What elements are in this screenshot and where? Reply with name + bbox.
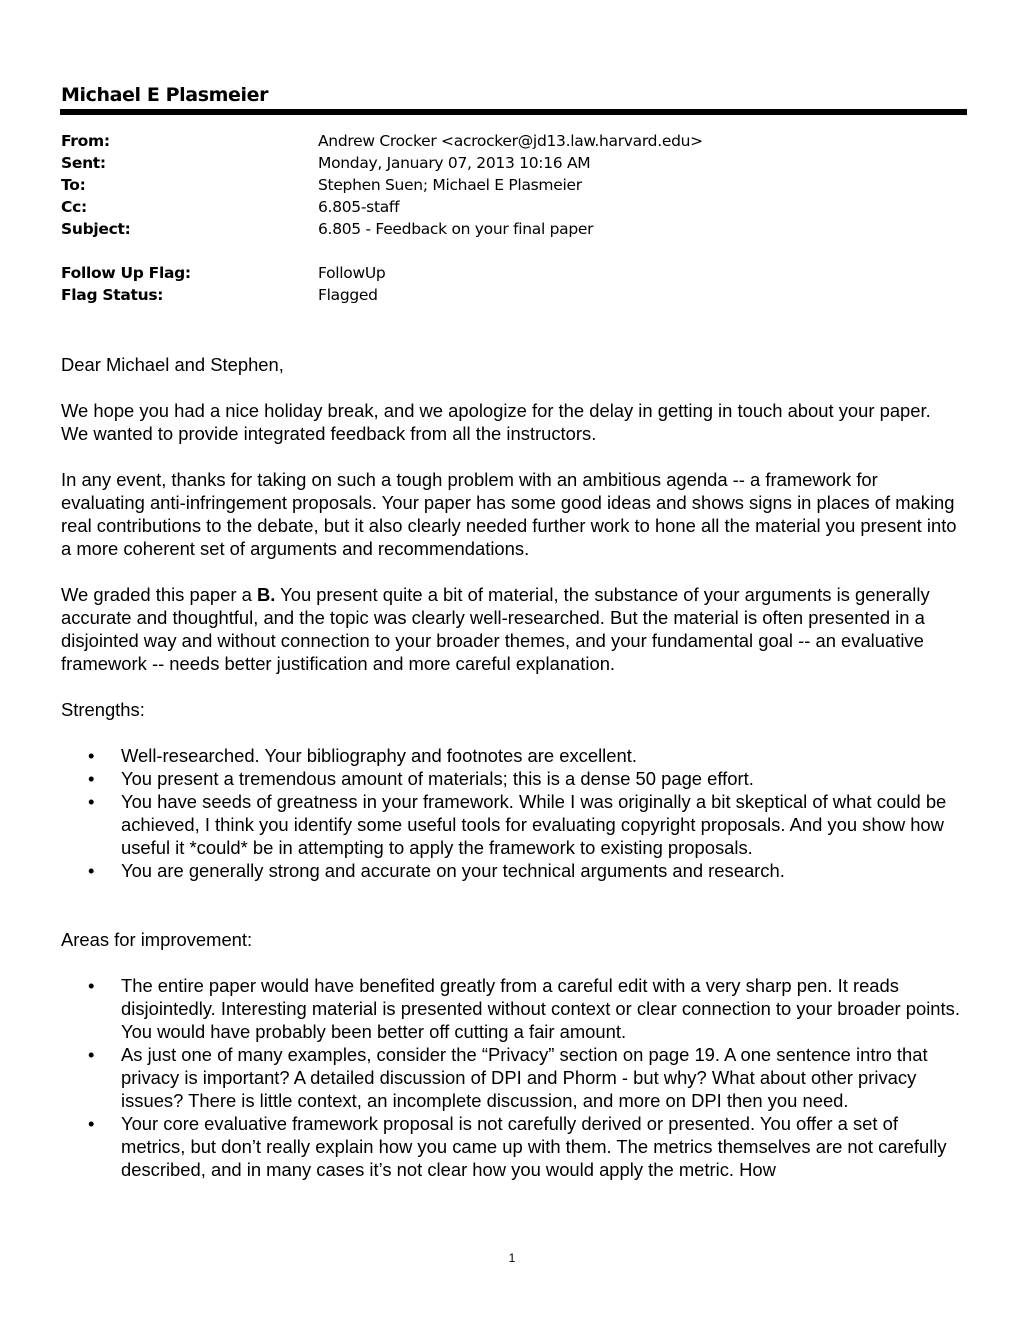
section-spacer <box>61 905 961 928</box>
subject-label: Subject: <box>61 220 131 238</box>
bullet-icon: • <box>88 768 95 789</box>
bullet-icon: • <box>88 1044 95 1065</box>
header-row-cc <box>61 198 941 220</box>
grade-value: B. <box>256 584 276 605</box>
list-item <box>61 790 961 859</box>
flag-status-label: Flag Status: <box>61 286 164 304</box>
list-item <box>61 1112 961 1181</box>
improvement-text: The entire paper would have benefited greatly from a careful edit with a very sharp pen. It reads disjointedly. Interesting material is presented without context or clear connection to your broader points. You would have probably been better off cutting a fair amount. <box>121 975 960 1042</box>
list-item <box>61 767 961 790</box>
bullet-icon: • <box>88 791 95 812</box>
greeting: Dear Michael and Stephen, <box>61 354 284 375</box>
to-value: Stephen Suen; Michael E Plasmeier <box>318 176 582 194</box>
strength-text: You are generally strong and accurate on your technical arguments and research. <box>121 860 785 881</box>
list-item <box>61 859 961 882</box>
list-item <box>61 1043 961 1112</box>
heading-rule <box>60 109 967 115</box>
email-header-fields <box>61 132 941 308</box>
header-row-sent <box>61 154 941 176</box>
paragraph-framework: In any event, thanks for taking on such a tough problem with an ambitious agenda -- a framework for evaluating anti-infringement proposals. Your paper has some good ideas and shows signs in places of making real contributions to the debate, but it also clearly needed further work to hone all the material you present into a more coherent set of arguments and recommendations. <box>61 469 957 559</box>
header-row-flag-status <box>61 286 941 308</box>
strength-text: Well-researched. Your bibliography and footnotes are excellent. <box>121 745 637 766</box>
flag-status-value: Flagged <box>318 286 378 304</box>
list-item <box>61 974 961 1043</box>
header-row-subject <box>61 220 941 242</box>
bullet-icon: • <box>88 860 95 881</box>
page-number: 1 <box>508 1251 516 1265</box>
follow-up-flag-label: Follow Up Flag: <box>61 264 191 282</box>
from-label: From: <box>61 132 110 150</box>
sender-name-heading: Michael E Plasmeier <box>61 84 269 106</box>
strength-text: You have seeds of greatness in your framework. While I was originally a bit skeptical of what could be achieved, I think you identify some useful tools for evaluating copyright proposals. And you show how useful it *could* be in attempting to apply the framework to existing proposals. <box>121 791 947 858</box>
paragraph-grade <box>61 583 961 675</box>
sent-label: Sent: <box>61 154 106 172</box>
bullet-icon: • <box>88 975 95 996</box>
improvement-text: As just one of many examples, consider the “Privacy” section on page 19. A one sentence intro that privacy is important? A detailed discussion of DPI and Phorm - but why? What about other privacy issues? There is little context, an incomplete discussion, and more on DPI then you need. <box>121 1044 928 1111</box>
from-value: Andrew Crocker <acrocker@jd13.law.harvard.edu> <box>318 132 703 150</box>
paragraph-intro: We hope you had a nice holiday break, and we apologize for the delay in getting in touch about your paper. We wanted to provide integrated feedback from all the instructors. <box>61 400 931 444</box>
header-row-to <box>61 176 941 198</box>
improvements-list <box>61 974 961 1181</box>
strength-text: You present a tremendous amount of materials; this is a dense 50 page effort. <box>121 768 754 789</box>
email-body <box>61 353 961 1204</box>
strengths-list <box>61 744 961 882</box>
improvement-text: Your core evaluative framework proposal is not carefully derived or presented. You offer a set of metrics, but don’t really explain how you came up with them. The metrics themselves are not carefully described, and in many cases it’s not clear how you would apply the metric. How <box>121 1113 947 1180</box>
grade-text-before: We graded this paper a <box>61 584 257 605</box>
strengths-heading: Strengths: <box>61 699 145 720</box>
header-row-from <box>61 132 941 154</box>
subject-value: 6.805 - Feedback on your final paper <box>318 220 594 238</box>
cc-label: Cc: <box>61 198 87 216</box>
follow-up-flag-value: FollowUp <box>318 264 386 282</box>
grade-text-after: You present quite a bit of material, the substance of your arguments is generally accurate and thoughtful, and the topic was clearly well-researched. But the material is often presented in a disjointed way and without connection to your broader themes, and your fundamental goal -- an evaluative framework -- needs better justification and more careful explanation. <box>61 584 930 674</box>
header-spacer <box>61 242 941 264</box>
bullet-icon: • <box>88 1113 95 1134</box>
bullet-icon: • <box>88 745 95 766</box>
header-row-follow-up-flag <box>61 264 941 286</box>
to-label: To: <box>61 176 86 194</box>
sent-value: Monday, January 07, 2013 10:16 AM <box>318 154 591 172</box>
cc-value: 6.805-staff <box>318 198 400 216</box>
list-item <box>61 744 961 767</box>
improvements-heading: Areas for improvement: <box>61 929 253 950</box>
